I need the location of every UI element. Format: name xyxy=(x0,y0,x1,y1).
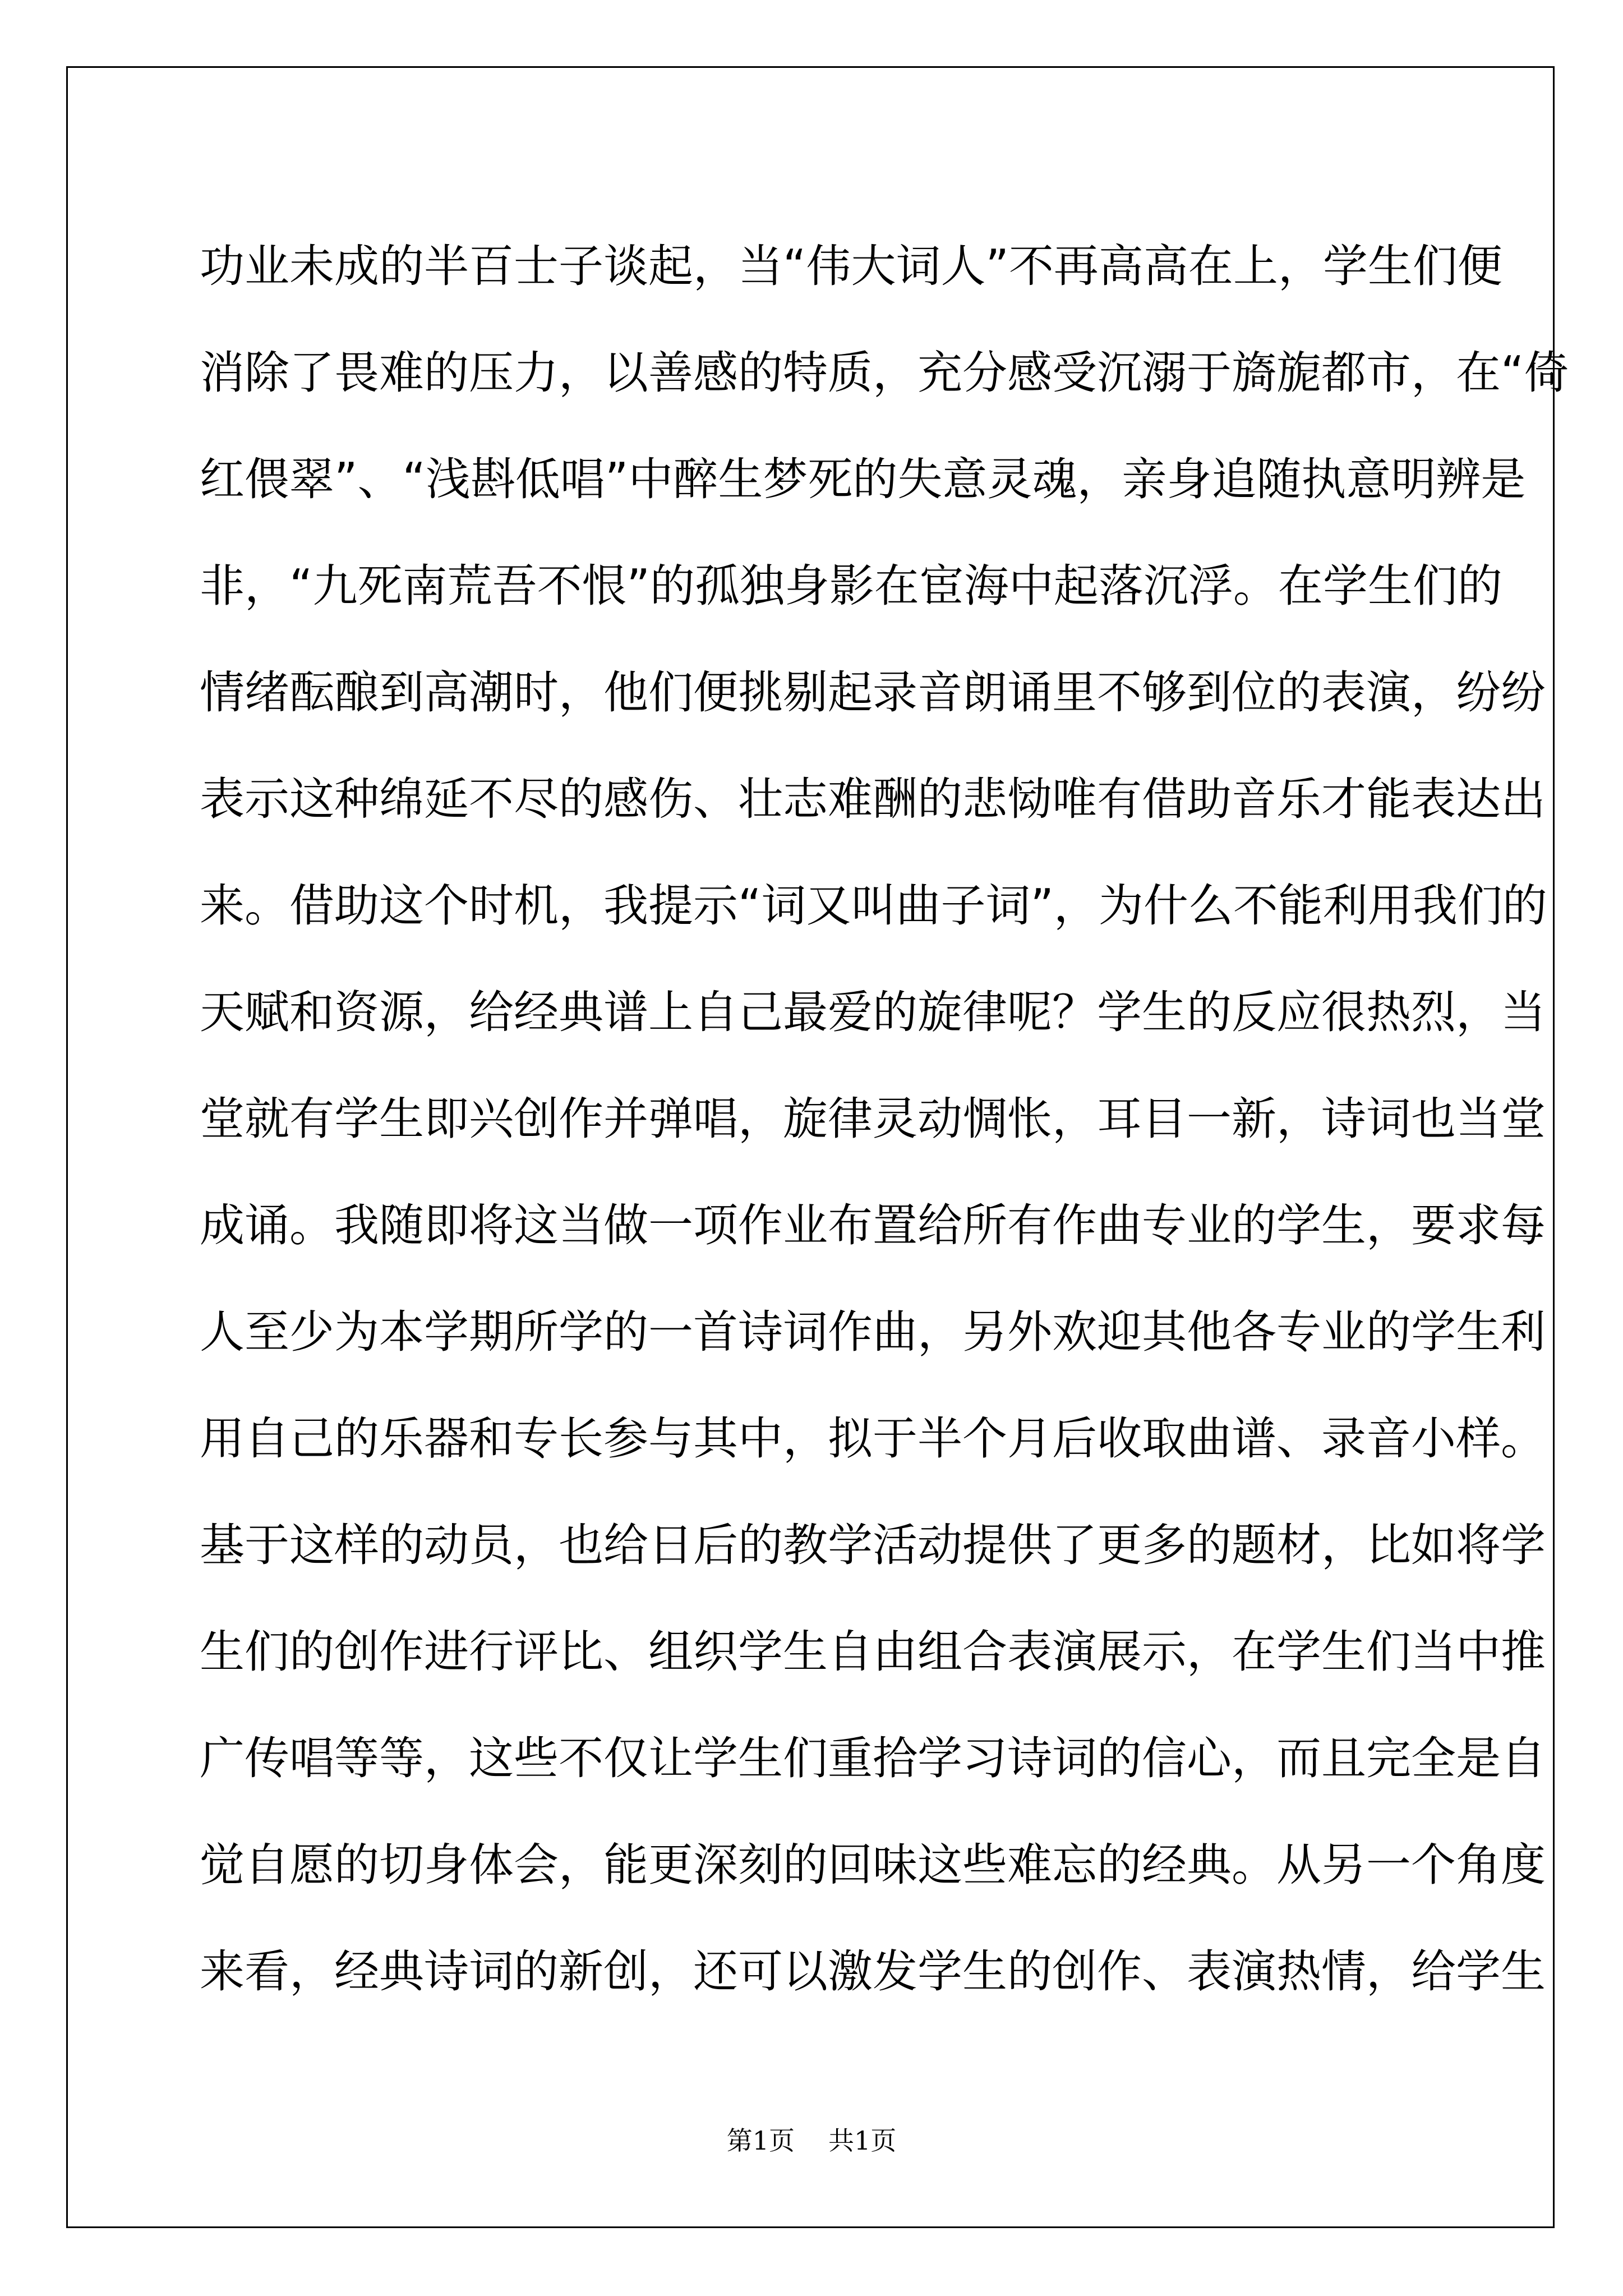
page-footer xyxy=(0,2124,1623,2157)
body-text xyxy=(200,213,1569,2025)
text-line: 来。借助这个时机，我提示“词又叫曲子词”，为什么不能利用我们的 xyxy=(200,880,1547,932)
text-line: 来看，经典诗词的新创，还可以激发学生的创作、表演热情，给学生 xyxy=(200,1945,1546,1998)
text-line: 成诵。我随即将这当做一项作业布置给所有作曲专业的学生，要求每 xyxy=(200,1199,1546,1251)
page-total: 共1页 xyxy=(828,2125,897,2156)
text-line: 人至少为本学期所学的一首诗词作曲，另外欢迎其他各专业的学生利 xyxy=(200,1306,1546,1358)
text-line: 功业未成的半百士子谈起，当“伟大词人”不再高高在上，学生们便 xyxy=(200,240,1502,292)
text-line: 生们的创作进行评比、组织学生自由组合表演展示，在学生们当中推 xyxy=(200,1626,1546,1678)
text-line: 广传唱等等，这些不仅让学生们重拾学习诗词的信心，而且完全是自 xyxy=(200,1732,1546,1784)
text-line: 天赋和资源，给经典谱上自己最爱的旋律呢？学生的反应很热烈，当 xyxy=(200,986,1546,1038)
text-line: 基于这样的动员，也给日后的教学活动提供了更多的题材，比如将学 xyxy=(200,1519,1546,1571)
text-line: 堂就有学生即兴创作并弹唱，旋律灵动惆怅，耳目一新，诗词也当堂 xyxy=(200,1093,1546,1145)
page-number: 第1页 xyxy=(726,2125,795,2156)
text-line: 用自己的乐器和专长参与其中，拟于半个月后收取曲谱、录音小样。 xyxy=(200,1412,1546,1465)
text-line: 情绪酝酿到高潮时，他们便挑剔起录音朗诵里不够到位的表演，纷纷 xyxy=(200,666,1546,719)
text-line: 表示这种绵延不尽的感伤、壮志难酬的悲恸唯有借助音乐才能表达出 xyxy=(200,773,1546,825)
text-line: 红偎翠”、“浅斟低唱”中醉生梦死的失意灵魂，亲身追随执意明辨是 xyxy=(200,453,1526,505)
text-line: 非，“九死南荒吾不恨”的孤独身影在宦海中起落沉浮。在学生们的 xyxy=(200,560,1502,612)
text-line: 消除了畏难的压力，以善感的特质，充分感受沉溺于旖旎都市，在“倚 xyxy=(200,347,1569,399)
text-line: 觉自愿的切身体会，能更深刻的回味这些难忘的经典。从另一个角度 xyxy=(200,1839,1546,1891)
